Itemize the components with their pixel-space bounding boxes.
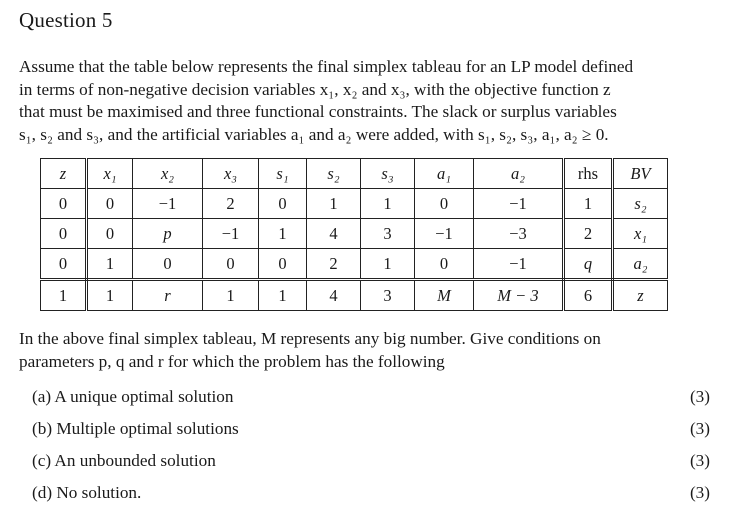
sub-question-label: (d) No solution. <box>32 483 142 502</box>
tableau-cell: 0 <box>259 189 307 219</box>
tableau-cell: −1 <box>415 219 474 249</box>
marks: (3) <box>689 483 710 502</box>
tableau-cell: 4 <box>307 219 361 249</box>
sub-question-label: (c) An unbounded solution <box>32 451 216 470</box>
tableau-cell: 1 <box>259 219 307 249</box>
intro-line: s₁, s₂ and s₃, and the artificial variables a₁ and a₂ were added, with s₁, s₂, s₃, a₁, a₂ ≥ 0. <box>19 124 609 144</box>
tableau-cell: 0 <box>41 249 87 280</box>
intro-line: in terms of non-negative decision variables x₁, x₂ and x₃, with the objective function z <box>19 79 611 99</box>
question-title: Question 5 <box>19 8 113 32</box>
intro-line: that must be maximised and three functional constraints. The slack or surplus variables <box>19 102 617 121</box>
tableau-cell: 3 <box>361 219 415 249</box>
sub-question-label: (a) A unique optimal solution <box>32 387 234 406</box>
tableau-cell: x₁ <box>613 219 668 249</box>
marks: (3) <box>689 419 710 438</box>
marks: (3) <box>689 387 710 406</box>
tableau-objective-row <box>41 280 668 311</box>
tableau-cell: 0 <box>41 189 87 219</box>
tableau-row <box>41 249 668 280</box>
tableau-row <box>41 189 668 219</box>
marks: (3) <box>689 451 710 470</box>
tableau-cell: 1 <box>361 189 415 219</box>
tableau-cell: 2 <box>564 219 613 249</box>
tableau-header-cell: s₃ <box>361 159 415 189</box>
sub-question <box>32 448 710 480</box>
tableau-cell: 0 <box>415 249 474 280</box>
tableau-cell: M <box>415 280 474 311</box>
tableau-header-cell: BV <box>613 159 668 189</box>
tableau-cell: 1 <box>87 280 133 311</box>
tableau-cell: 1 <box>203 280 259 311</box>
tableau-cell: r <box>133 280 203 311</box>
tableau-cell: 1 <box>564 189 613 219</box>
instructions-line: parameters p, q and r for which the problem has the following <box>19 351 445 371</box>
tableau-cell: −1 <box>203 219 259 249</box>
tableau-header-cell: s₂ <box>307 159 361 189</box>
tableau-cell: s₂ <box>613 189 668 219</box>
tableau-cell: 2 <box>307 249 361 280</box>
instructions-line: In the above final simplex tableau, M represents any big number. Give conditions on <box>19 329 601 348</box>
tableau-cell: 0 <box>87 189 133 219</box>
sub-question <box>32 480 710 512</box>
sub-question-list <box>32 384 710 512</box>
tableau-cell: 6 <box>564 280 613 311</box>
tableau-cell: 1 <box>259 280 307 311</box>
tableau-header-cell: z <box>41 159 87 189</box>
tableau-row <box>41 219 668 249</box>
tableau-cell: −1 <box>474 249 564 280</box>
tableau-header-cell: a₂ <box>474 159 564 189</box>
tableau-cell: M − 3 <box>474 280 564 311</box>
tableau-cell: −3 <box>474 219 564 249</box>
tableau-cell: 1 <box>361 249 415 280</box>
tableau-cell: 1 <box>87 249 133 280</box>
tableau-cell: 1 <box>41 280 87 311</box>
tableau-cell: p <box>133 219 203 249</box>
tableau-cell: 0 <box>203 249 259 280</box>
tableau-header-row <box>41 159 668 189</box>
sub-question <box>32 384 710 416</box>
tableau-header-cell: a₁ <box>415 159 474 189</box>
tableau-header-cell: s₁ <box>259 159 307 189</box>
tableau-cell: −1 <box>474 189 564 219</box>
intro-line: Assume that the table below represents the final simplex tableau for an LP model defined <box>19 57 634 76</box>
tableau-header-cell: x₂ <box>133 159 203 189</box>
tableau-header-cell: x₃ <box>203 159 259 189</box>
tableau-cell: a₂ <box>613 249 668 280</box>
tableau-cell: q <box>564 249 613 280</box>
tableau-cell: 0 <box>87 219 133 249</box>
tableau-cell: −1 <box>133 189 203 219</box>
intro-paragraph <box>19 56 709 146</box>
instructions-paragraph <box>19 328 709 373</box>
tableau-cell: 2 <box>203 189 259 219</box>
tableau-cell: 0 <box>415 189 474 219</box>
tableau-cell: 4 <box>307 280 361 311</box>
tableau-header-cell: rhs <box>564 159 613 189</box>
tableau-cell: 0 <box>259 249 307 280</box>
simplex-tableau <box>40 158 668 311</box>
tableau-header-cell: x₁ <box>87 159 133 189</box>
sub-question-label: (b) Multiple optimal solutions <box>32 419 239 438</box>
sub-question <box>32 416 710 448</box>
tableau-cell: 0 <box>133 249 203 280</box>
tableau-cell: 0 <box>41 219 87 249</box>
tableau-cell: 1 <box>307 189 361 219</box>
tableau-cell: 3 <box>361 280 415 311</box>
tableau-cell: z <box>613 280 668 311</box>
